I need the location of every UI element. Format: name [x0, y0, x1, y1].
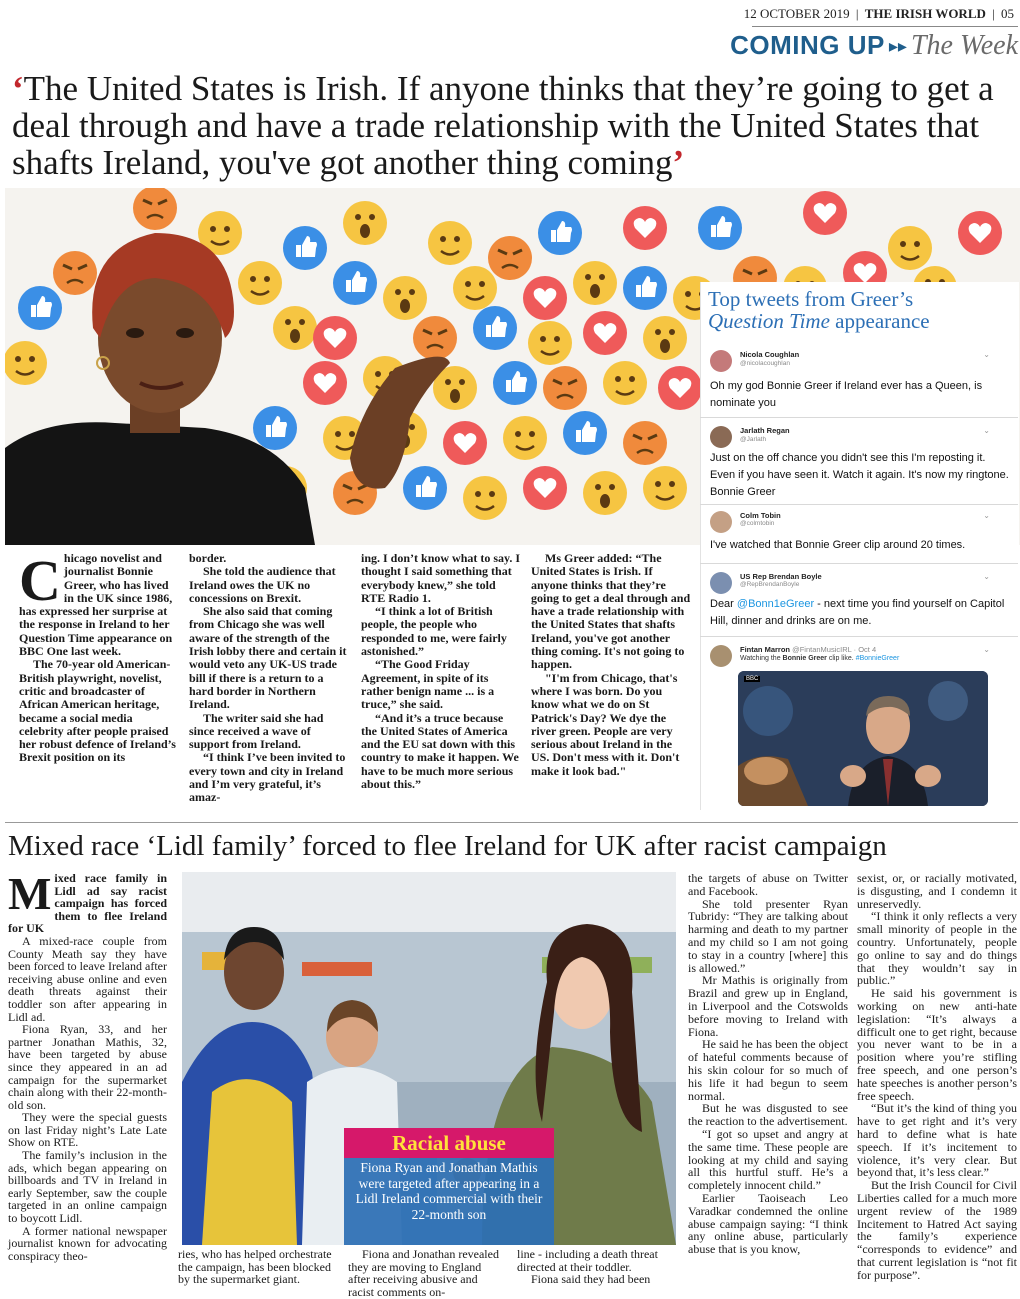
tweet-card[interactable] [700, 418, 1018, 505]
tweet-text [710, 596, 1010, 630]
tweet-card[interactable] [700, 505, 1018, 564]
story2-c6-p1: sexist, or, or racially motivated, is disgusting, and I condemn it unreservedly. [857, 871, 1017, 911]
tweets-title-line1: Top tweets from Greer’s [708, 287, 914, 311]
story1-lede [19, 548, 179, 659]
chevron-down-icon[interactable]: ⌄ [983, 350, 990, 359]
story1-p8: ing. I don’t know what to say. I thought I said something that everybody knew,” she told RTE Radio 1. [361, 551, 521, 605]
story2-intro-text: ixed race family in Lidl ad say racist campaign has forced them to flee Ireland for UK [8, 871, 167, 936]
avatar [710, 645, 732, 667]
story2-col3 [348, 1248, 506, 1298]
tweet-handle: @nicolacoughlan [740, 360, 790, 367]
tweet-author: Nicola Coughlan [740, 350, 800, 359]
story2-c1-p1: A mixed-race couple from County Meath say they have been forced to leave Ireland after receiving abuse online and even death threats against their toddler son after appearing in Lidl ad. [8, 933, 167, 1024]
tweet-video[interactable] [738, 671, 988, 806]
story2-c4b: Fiona said they had been [531, 1272, 651, 1287]
story2-c5-p3: Mr Mathis is originally from Brazil and grew up in England, in Liverpool and the Cotswolds before moving to Ireland with Fiona. [688, 973, 848, 1039]
caption-text: Fiona Ryan and Jonathan Mathis were targeted after appearing in a Lidl Ireland commercial with their 22-month son [355, 1160, 543, 1222]
dropcap: C [19, 548, 61, 613]
quote-open-mark: ‘ [12, 69, 24, 108]
story2-c6-p3: He said his government is working on new anti-hate legislation: “It’s always a difficult one to get right, because you never want to be in a position where you’re stifling free speech, and one person’s hate speeches is another person’s free speech. [857, 986, 1017, 1103]
story1-col2 [189, 552, 347, 805]
tweet-text-prefix: Dear [710, 598, 737, 610]
story1-p1: hicago novelist and journalist Bonnie Greer, who has lived in the UK since 1986, has expressed her surprise at the response in Ireland to her Question Time appearance on BBC One last week. [19, 551, 173, 659]
story2-c1-p4: The family’s inclusion in the ads, which began appearing on billboards and TV in Ireland in early September, saw the couple targeted in an online campaign to boycott Lidl. [8, 1148, 167, 1226]
chevron-down-icon[interactable]: ⌄ [983, 645, 990, 654]
story1-p10: “The Good Friday Agreement, in spite of its rather benign name ... is a truce,” she said. [361, 657, 495, 712]
story1-p5: She also said that coming from Chicago she was well aware of the strength of the Irish lobby there and certain it would veto any UK-US trade bill if there is a return to a hard border in Northern Ireland. [189, 604, 347, 712]
story1-p4: She told the audience that Ireland owes the UK no concessions on Brexit. [189, 564, 336, 605]
tweet-author-name: Fintan Marron [740, 645, 790, 654]
avatar [710, 426, 732, 448]
bonnie-greer-photo [5, 188, 465, 545]
story2-col4 [517, 1248, 677, 1286]
chevron-down-icon[interactable]: ⌄ [983, 572, 990, 581]
tweet-author: Jarlath Regan [740, 426, 790, 435]
tweet-card[interactable] [700, 564, 1018, 637]
section-divider [5, 822, 1018, 823]
quote-text: The United States is Irish. If anyone thinks that they’re going to get a deal through and have a trade relationship with the United States that shafts Ireland, you've got another thing coming [12, 69, 994, 182]
story1-p6: The writer said she had since received a wave of support from Ireland. [189, 710, 324, 752]
header-rule [752, 26, 1018, 27]
section-title: COMING UP [730, 30, 885, 60]
tweet-text: Just on the off chance you didn't see this I'm reposting it. Even if you have seen it. Watch it again. It's now my ringtone. Bonnie Greer [710, 452, 1009, 498]
tweet-text-body: - next time you find yourself on Capitol Hill, dinner and drinks are on me. [710, 598, 1005, 627]
tweet-card[interactable] [700, 342, 1018, 418]
story2-c5-p6: “I got so upset and angry at the same time. These people are looking at my child and saying all this hurtful stuff. He’s a completely innocent child.” [688, 1126, 848, 1193]
story2-c5-p4: He said he has been the object of hateful comments because of his skin colour for so much of his life it had begun to seem normal. [688, 1037, 848, 1103]
section-banner [600, 30, 1018, 62]
tweet-author: US Rep Brendan Boyle [740, 572, 822, 581]
story2-c1-p5: A former national newspaper journalist known for advocating conspiracy theo- [8, 1223, 167, 1263]
story1-col4 [531, 552, 691, 778]
story1-p2: The 70-year old American-British playwright, novelist, critic and broadcaster of African American heritage, became a social media celebrity after people praised her robust defence of Ireland’s Brexit position on its [19, 657, 176, 765]
tweet-hashtag-link[interactable]: #BonnieGreer [855, 655, 900, 662]
avatar [710, 572, 732, 594]
story2-headline: Mixed race ‘Lidl family’ forced to flee Ireland for UK after racist campaign [8, 830, 887, 862]
story2-c5-p1: the targets of abuse on Twitter and Facebook. [688, 871, 848, 898]
subsection-title: The Week [910, 30, 1018, 61]
story2-c5-p7: Earlier Taoiseach Leo Varadkar condemned the online abuse campaign saying: “I think any online abuse, particularly abuse that is you know, [688, 1190, 848, 1257]
avatar [710, 511, 732, 533]
chevron-down-icon[interactable]: ⌄ [983, 511, 990, 520]
chevron-down-icon[interactable]: ⌄ [983, 426, 990, 435]
story2-c1-p3: They were the special guests on last Friday night’s Late Late Show on RTE. [8, 1110, 167, 1150]
tweet-handle: @FintanMusicIRL · Oct 4 [792, 645, 877, 654]
story1-col3 [361, 552, 521, 791]
story2-col6 [857, 872, 1017, 1282]
story2-col1 [8, 868, 167, 1263]
tweet-text-body: clip like. [826, 655, 856, 662]
tweet-card[interactable] [700, 637, 1018, 812]
tweets-title-italic: Question Time [708, 309, 830, 333]
story2-c5-p5: But he was disgusted to see the reaction to the advertisement. [688, 1101, 848, 1129]
video-thumbnail [738, 671, 988, 806]
story2-c6-p5: But the Irish Council for Civil Liberties called for a much more urgent review of the 1989 Incitement to Hatred Act saying the family’s experience “corresponds to evidence” and that current legislation is “not fit for purpose”. [857, 1178, 1017, 1282]
video-badge: BBC [746, 676, 759, 682]
story1-p12: Ms Greer added: “The United States is Irish. If anyone thinks that they’re going to get a deal through and have a trade relationship with the United States that shafts Ireland, you've got another thing coming. It's not going to happen. [531, 551, 691, 672]
story2-col5 [688, 872, 848, 1256]
dropcap: M [8, 868, 52, 919]
story1-p11: “And it’s a truce because the United States of America and the EU sat down with this country to make it happen. We have to be much more serious about this.” [361, 710, 519, 792]
story1-col1 [19, 548, 179, 765]
paper-name: THE IRISH WORLD [864, 6, 986, 21]
tweet-text [740, 655, 899, 662]
story2-c5-p2: She told presenter Ryan Tubridy: “They are talking about harming and death to my partner and my child so I am not going to stay in a country [where] this is allowed.” [688, 896, 848, 975]
tweet-handle: @colmtobin [740, 520, 775, 527]
story2-intro [8, 868, 167, 936]
tweets-title-rest: appearance [829, 309, 930, 333]
story2-col2 [178, 1248, 338, 1286]
story2-c6-p4: “But it’s the kind of thing you have to get right and it’s very hard to define what is hate speech. If it’s incitement to violence, it’s very clear. But beyond that, it’s less clear.” [857, 1101, 1017, 1180]
page-header: 12 OCTOBER 2019 | THE IRISH WORLD | 05 [743, 6, 1014, 21]
tweet-text-prefix: Watching the [740, 655, 783, 662]
tweet-mention-link[interactable]: @Bonn1eGreer [736, 598, 815, 610]
tweet-handle: @Jarlath [740, 436, 767, 443]
story2-c4: line - including a death threat directed at their toddler. [517, 1247, 658, 1274]
tweet-text: I've watched that Bonnie Greer clip around 20 times. [710, 539, 966, 551]
quote-close-mark: ’ [672, 143, 685, 182]
issue-date: 12 OCTOBER 2019 [743, 6, 850, 21]
tweet-text: Oh my god Bonnie Greer if Ireland ever has a Queen, is nominate you [710, 380, 983, 409]
page-number: 05 [1001, 6, 1014, 21]
story1-p13: "I'm from Chicago, that's where I was born. Do you know what we do on St Patrick's Day? We dye the river green. People are very serious about Ireland in the US. Don't mess with it. Don't make it look bad." [531, 670, 680, 778]
tweet-author [740, 645, 876, 654]
pull-quote [12, 70, 1016, 181]
caption-title: Racial abuse [392, 1131, 506, 1155]
tweet-author: Colm Tobin [740, 511, 781, 520]
story2-c6-p2: “I think it only reflects a very small minority of people in the country. Unfortunately, people go online to say and do things that they wouldn’t say in public.” [857, 909, 1017, 988]
tweets-title [708, 288, 1013, 332]
avatar [710, 350, 732, 372]
story1-p7: “I think I’ve been invited to every town and city in Ireland and I’m very grateful, it’s amaz- [189, 750, 346, 805]
story2-c2: ries, who has helped orchestrate the campaign, has been blocked by the supermarket giant. [178, 1247, 332, 1287]
story1-p9: “I think a lot of British people, the people who responded to me, were fairly astonished.” [361, 604, 507, 659]
tweet-text-bold: Bonnie Greer [782, 655, 827, 662]
story2-c1-p2: Fiona Ryan, 33, and her partner Jonathan Mathis, 32, have been targeted by abuse since they appeared in an ad campaign for the supermarket chain along with their 22-month-old son. [8, 1022, 167, 1112]
lidl-family-photo [182, 872, 676, 1245]
tweet-handle: @RepBrendanBoyle [740, 581, 800, 588]
story2-c3: Fiona and Jonathan revealed they are moving to England after receiving abusive and racist comments on- [348, 1247, 499, 1299]
section-arrows-icon: ▸▸ [888, 36, 907, 57]
story1-p3: border. [189, 551, 227, 565]
